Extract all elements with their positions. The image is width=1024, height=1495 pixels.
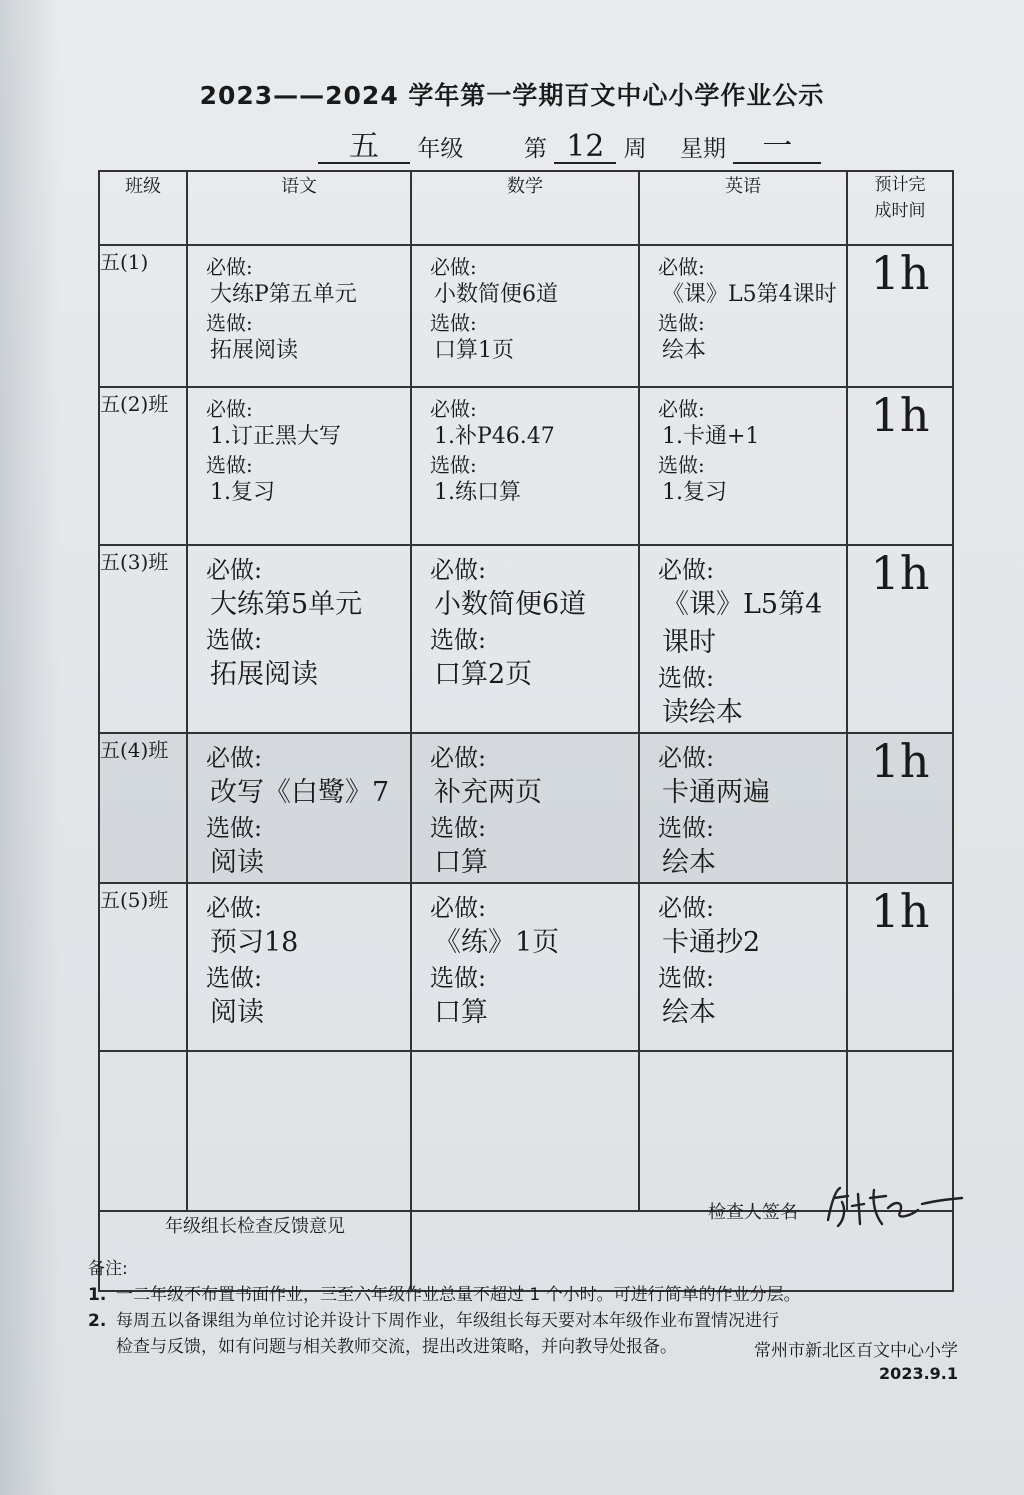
english-cell (639, 733, 847, 883)
col-time (847, 171, 953, 245)
week-value: 12 (554, 132, 616, 164)
required-value: 小数简便6道 (434, 282, 558, 307)
optional-label: 选做: (430, 814, 487, 842)
required-value: 大练P第五单元 (210, 282, 357, 307)
required-label: 必做: (430, 397, 477, 421)
note-number: 1. (88, 1285, 107, 1305)
class-cell: 五(3)班 (99, 545, 187, 733)
optional-value: 读绘本 (662, 697, 743, 728)
class-cell: 五(1) (99, 245, 187, 387)
required-label: 必做: (206, 397, 253, 421)
time-cell: 1h (847, 387, 953, 545)
time-cell: 1h (847, 245, 953, 387)
col-time-line2: 成时间 (874, 201, 926, 221)
optional-value: 阅读 (210, 997, 264, 1028)
empty-cell (639, 1051, 847, 1211)
required-value: 预习18 (210, 927, 299, 958)
note-number: 2. (88, 1311, 107, 1331)
note-text: 每周五以备课组为单位讨论并设计下周作业，年级组长每天要对本年级作业布置情况进行 (116, 1311, 779, 1331)
required-label: 必做: (658, 556, 715, 584)
table-row (99, 387, 953, 545)
optional-value: 口算2页 (434, 659, 533, 690)
required-value: 1.订正黑大写 (210, 424, 341, 449)
optional-value: 绘本 (662, 338, 707, 363)
optional-label: 选做: (430, 453, 477, 477)
english-cell (639, 245, 847, 387)
table-header-row (99, 171, 953, 245)
required-label: 必做: (658, 744, 715, 772)
empty-cell (411, 1051, 639, 1211)
required-value: 《练》1页 (434, 927, 560, 958)
optional-label: 选做: (206, 626, 263, 654)
optional-label: 选做: (206, 814, 263, 842)
table-row (99, 883, 953, 1051)
english-cell (639, 883, 847, 1051)
required-label: 必做: (430, 556, 487, 584)
homework-table (98, 170, 954, 1292)
col-time-line1: 预计完 (874, 175, 926, 195)
note-1 (88, 1282, 968, 1308)
required-value: 卡通抄2 (662, 927, 761, 958)
optional-value: 1.复习 (662, 480, 727, 505)
time-cell: 1h (847, 883, 953, 1051)
required-value: 《课》L5第4课时 (662, 589, 823, 658)
required-value: 大练第5单元 (210, 589, 363, 620)
optional-value: 阅读 (210, 847, 264, 878)
col-math: 数学 (411, 171, 639, 245)
weekday-value: 一 (733, 132, 821, 164)
optional-value: 拓展阅读 (210, 659, 318, 690)
required-value: 补充两页 (434, 777, 542, 808)
required-label: 必做: (206, 255, 253, 279)
table-row (99, 733, 953, 883)
week-line (524, 130, 647, 164)
optional-value: 1.练口算 (434, 480, 521, 505)
required-label: 必做: (430, 744, 487, 772)
english-cell (639, 387, 847, 545)
required-label: 必做: (658, 894, 715, 922)
optional-label: 选做: (206, 453, 253, 477)
optional-label: 选做: (206, 964, 263, 992)
required-label: 必做: (206, 556, 263, 584)
math-cell (411, 545, 639, 733)
required-label: 必做: (658, 255, 705, 279)
optional-label: 选做: (658, 311, 705, 335)
col-chinese: 语文 (187, 171, 411, 245)
signer-label: 检查人签名 (708, 1202, 798, 1223)
math-cell (411, 883, 639, 1051)
time-cell: 1h (847, 545, 953, 733)
chinese-cell (187, 733, 411, 883)
optional-value: 1.复习 (210, 480, 275, 505)
table-row (99, 245, 953, 387)
note-2-cont: 检查与反馈，如有问题与相关教师交流，提出改进策略，并向教导处报备。 (116, 1337, 677, 1357)
chinese-cell (187, 545, 411, 733)
required-value: 1.补P46.47 (434, 424, 555, 449)
page-title: 2023——2024 学年第一学期百文中心小学作业公示 (199, 81, 825, 110)
required-value: 《课》L5第4课时 (662, 282, 837, 307)
required-value: 小数简便6道 (434, 589, 587, 620)
optional-value: 口算1页 (434, 338, 514, 363)
chinese-cell (187, 387, 411, 545)
optional-value: 绘本 (662, 847, 716, 878)
required-value: 卡通两遍 (662, 777, 770, 808)
math-cell (411, 245, 639, 387)
required-value: 改写《白鹭》7 (210, 777, 390, 808)
optional-label: 选做: (430, 311, 477, 335)
time-cell: 1h (847, 733, 953, 883)
class-cell: 五(4)班 (99, 733, 187, 883)
optional-label: 选做: (658, 964, 715, 992)
optional-label: 选做: (430, 964, 487, 992)
required-label: 必做: (430, 894, 487, 922)
note-text: 一二年级不布置书面作业，三至六年级作业总量不超过 1 个小时。可进行简单的作业分层。 (116, 1285, 801, 1305)
optional-label: 选做: (658, 664, 715, 692)
math-cell (411, 733, 639, 883)
notes-heading: 备注: (88, 1259, 128, 1279)
optional-value: 口算 (434, 997, 488, 1028)
grade-line (318, 130, 463, 164)
optional-label: 选做: (206, 311, 253, 335)
col-class: 班级 (99, 171, 187, 245)
issue-date: 2023.9.1 (879, 1364, 958, 1383)
paper-shadow (0, 0, 60, 1495)
optional-label: 选做: (430, 626, 487, 654)
week-prefix: 第 (524, 136, 547, 162)
class-cell: 五(2)班 (99, 387, 187, 545)
grade-value: 五 (318, 132, 410, 164)
optional-label: 选做: (658, 814, 715, 842)
empty-cell (99, 1051, 187, 1211)
required-label: 必做: (658, 397, 705, 421)
col-english: 英语 (639, 171, 847, 245)
chinese-cell (187, 245, 411, 387)
handwritten-signature (822, 1180, 972, 1232)
feedback-label: 年级组长检查反馈意见 (99, 1211, 411, 1291)
required-label: 必做: (430, 255, 477, 279)
chinese-cell (187, 883, 411, 1051)
weekday-label: 星期 (680, 136, 726, 162)
required-value: 1.卡通+1 (662, 424, 760, 449)
class-cell: 五(5)班 (99, 883, 187, 1051)
math-cell (411, 387, 639, 545)
table-row (99, 545, 953, 733)
weekday-line (680, 130, 821, 164)
required-label: 必做: (206, 744, 263, 772)
optional-value: 绘本 (662, 997, 716, 1028)
grade-label: 年级 (417, 136, 464, 162)
required-label: 必做: (206, 894, 263, 922)
week-suffix: 周 (623, 136, 647, 162)
english-cell (639, 545, 847, 733)
empty-cell (187, 1051, 411, 1211)
note-2 (88, 1308, 968, 1334)
school-name: 常州市新北区百文中心小学 (754, 1341, 958, 1361)
optional-label: 选做: (658, 453, 705, 477)
optional-value: 口算 (434, 847, 488, 878)
optional-value: 拓展阅读 (210, 338, 299, 363)
